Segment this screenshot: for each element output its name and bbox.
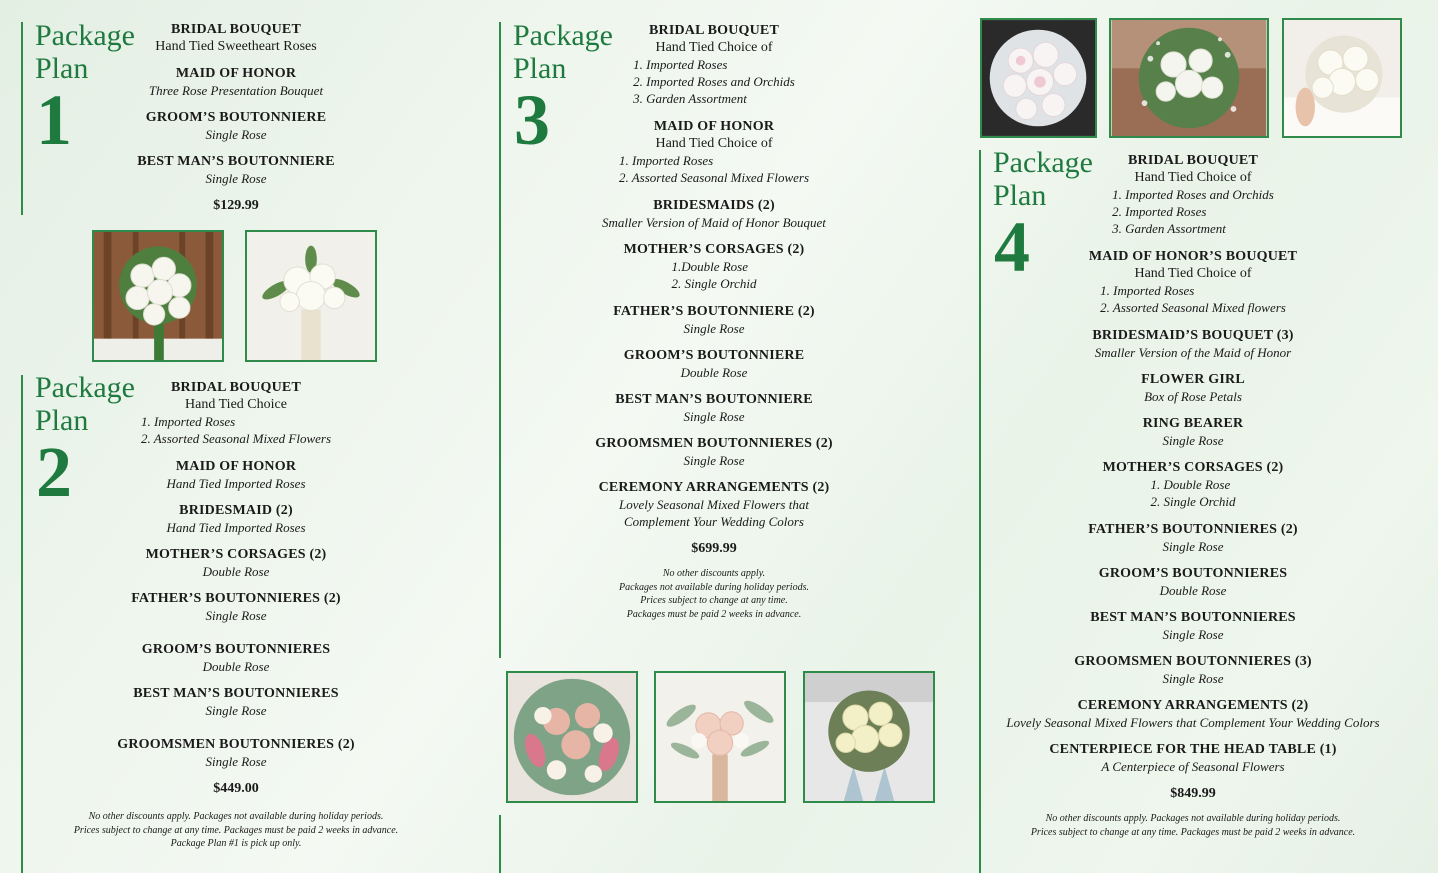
item-title: BRIDESMAID’S BOUQUET (3) (1092, 328, 1294, 343)
note-line: No other discounts apply. Packages not available during holiday periods. (88, 811, 384, 822)
plan4-price: $849.99 (1170, 786, 1216, 801)
bouquet-photo-white-pink-roses (980, 18, 1097, 138)
item-title: BRIDAL BOUQUET (171, 380, 301, 395)
list-item: 1. Imported Roses and Orchids (1112, 187, 1274, 202)
plan4-number: 4 (994, 207, 1030, 287)
item-title: GROOM’S BOUTONNIERES (1098, 566, 1288, 581)
item-detail: Lovely Seasonal Mixed Flowers that (619, 497, 809, 512)
note-line: Packages not available during holiday periods. (619, 581, 809, 593)
plan2-items (106, 379, 366, 797)
item-title: GROOMSMEN BOUTONNIERES (2) (117, 737, 355, 752)
item-options-list (1100, 282, 1286, 316)
plan4-item-bridesmaids-bouquet (993, 327, 1393, 361)
list-item: 2. Assorted Seasonal Mixed Flowers (618, 170, 810, 185)
item-detail: Single Rose (1162, 671, 1224, 686)
item-detail: Hand Tied Imported Roses (166, 520, 306, 535)
item-title: FATHER’S BOUTONNIERES (2) (1088, 522, 1298, 537)
plan3-item-groomsmen-boutonnieres (584, 435, 844, 469)
item-detail: Single Rose (1162, 433, 1224, 448)
item-sub: Hand Tied Choice of (655, 136, 773, 151)
note-line: Prices subject to change at any time. (640, 595, 788, 606)
item-detail: Single Rose (205, 127, 267, 142)
item-options-list (1150, 476, 1235, 510)
plan2-item-fathers-boutonnieres (106, 590, 366, 624)
item-title: MOTHER’S CORSAGES (2) (145, 547, 327, 562)
list-item: 2. Assorted Seasonal Mixed flowers (1100, 300, 1286, 315)
plan3-heading-line2: Plan (513, 52, 567, 85)
plan1-number: 1 (36, 80, 72, 160)
plan3-items (584, 22, 844, 621)
item-detail: Single Rose (683, 321, 745, 336)
item-detail: Double Rose (202, 659, 270, 674)
list-item: 3. Garden Assortment (633, 91, 747, 106)
note-line: Prices subject to change at any time. Packages must be paid 2 weeks in advance. (73, 824, 399, 836)
item-title: BEST MAN’S BOUTONNIERE (137, 154, 335, 169)
item-sub: Hand Tied Sweetheart Roses (155, 39, 317, 54)
item-detail-line2: Complement Your Wedding Colors (624, 514, 804, 529)
item-detail: Box of Rose Petals (1144, 389, 1242, 404)
list-item: 3. Garden Assortment (1112, 221, 1226, 236)
item-title: MAID OF HONOR’S BOUQUET (1088, 249, 1298, 264)
plan1-price: $129.99 (213, 198, 259, 213)
item-detail: Smaller Version of the Maid of Honor (1094, 345, 1292, 360)
plan4-divider (979, 150, 981, 873)
plan2-fine-print (40, 810, 432, 851)
list-item: 1. Double Rose (1150, 477, 1231, 492)
list-item: 2. Single Orchid (671, 276, 757, 291)
item-detail: Single Rose (1162, 539, 1224, 554)
bouquet-photo-white-garden (245, 230, 377, 362)
list-item: 1. Imported Roses (140, 414, 236, 429)
plan4-item-flower-girl (993, 371, 1393, 405)
item-title: GROOM’S BOUTONNIERE (623, 348, 805, 363)
item-sub: Hand Tied Choice (185, 397, 287, 412)
plan4-item-ring-bearer (993, 415, 1393, 449)
plan4-item-fathers-boutonnieres (993, 521, 1393, 555)
item-detail: Single Rose (683, 453, 745, 468)
note-line: Prices subject to change at any time. Packages must be paid 2 weeks in advance. (1030, 826, 1356, 838)
plan1-divider (21, 22, 23, 215)
item-title: BRIDAL BOUQUET (649, 23, 779, 38)
plan2-number: 2 (36, 432, 72, 512)
list-item: 1. Imported Roses (633, 57, 728, 72)
plan2-heading-line2: Plan (35, 404, 89, 437)
item-detail: Double Rose (680, 365, 748, 380)
item-title: CEREMONY ARRANGEMENTS (2) (1077, 698, 1309, 713)
plan3-divider-lower (499, 815, 501, 873)
plan3-item-best-mans-boutonniere (584, 391, 844, 425)
note-line: Package Plan #1 is pick up only. (170, 838, 302, 849)
plan2-item-grooms-boutonnieres (106, 641, 366, 675)
plan4-item-centerpiece-head-table (993, 741, 1393, 775)
item-title: GROOM’S BOUTONNIERE (145, 110, 327, 125)
plan2-item-bridesmaid (106, 502, 366, 536)
note-line: Packages must be paid 2 weeks in advance. (626, 608, 802, 620)
item-title: MOTHER’S CORSAGES (2) (623, 242, 805, 257)
note-line: No other discounts apply. Packages not available during holiday periods. (1045, 813, 1341, 824)
item-title: MOTHER’S CORSAGES (2) (1102, 460, 1284, 475)
bouquet-photo-blush-greenery (654, 671, 786, 803)
item-title: GROOM’S BOUTONNIERES (141, 642, 331, 657)
item-title: BEST MAN’S BOUTONNIERES (1090, 610, 1296, 625)
plan4-heading-line1: Package (993, 146, 1093, 179)
item-detail: Single Rose (205, 754, 267, 769)
plan1-heading-line2: Plan (35, 52, 89, 85)
item-title: CENTERPIECE FOR THE HEAD TABLE (1) (1049, 742, 1337, 757)
item-title: FATHER’S BOUTONNIERE (2) (613, 304, 815, 319)
item-title: BRIDESMAID (2) (179, 503, 293, 518)
plan3-item-bridesmaids (584, 197, 844, 231)
plan3-item-maid-of-honor (584, 118, 844, 187)
item-detail: Single Rose (1162, 627, 1224, 642)
list-item: 1. Imported Roses (1100, 283, 1195, 298)
item-options-list (141, 413, 331, 447)
item-sub: Hand Tied Choice of (655, 40, 773, 55)
plan2-heading-line1: Package (35, 371, 135, 404)
list-item: 2. Single Orchid (1150, 494, 1236, 509)
plan3-heading-line1: Package (513, 19, 613, 52)
bouquet-photo-white-green-garden (1109, 18, 1269, 138)
plan1-item-bridal-bouquet (116, 21, 356, 55)
item-options-list (619, 152, 809, 186)
item-title: BEST MAN’S BOUTONNIERES (133, 686, 339, 701)
plan2-item-bridal-bouquet (106, 379, 366, 448)
item-title: RING BEARER (1142, 416, 1244, 431)
item-detail: Three Rose Presentation Bouquet (148, 83, 324, 98)
plan4-item-mothers-corsages (993, 459, 1393, 511)
item-options-list (633, 56, 795, 107)
plan1-heading-line1: Package (35, 19, 135, 52)
plan1-item-maid-of-honor (116, 65, 356, 99)
plan4-item-ceremony-arrangements (993, 697, 1393, 731)
item-detail: Single Rose (683, 409, 745, 424)
plan3-number: 3 (514, 80, 550, 160)
item-title: FLOWER GIRL (1141, 372, 1245, 387)
plan4-item-groomsmen-boutonnieres (993, 653, 1393, 687)
item-detail: Double Rose (202, 564, 270, 579)
item-detail: Single Rose (205, 171, 267, 186)
plan3-fine-print (584, 567, 844, 621)
plan1-item-grooms-boutonniere (116, 109, 356, 143)
plan4-item-maid-of-honors-bouquet (993, 248, 1393, 317)
plan3-item-grooms-boutonniere (584, 347, 844, 381)
item-title: BRIDESMAIDS (2) (653, 198, 775, 213)
item-title: CEREMONY ARRANGEMENTS (2) (598, 480, 830, 495)
note-line: No other discounts apply. (662, 568, 766, 579)
plan2-item-maid-of-honor (106, 458, 366, 492)
plan1-item-best-mans-boutonniere (116, 153, 356, 187)
plan3-item-bridal-bouquet (584, 22, 844, 108)
list-item: 1.Double Rose (671, 259, 748, 274)
plan2-item-groomsmen-boutonnieres (106, 736, 366, 770)
item-title: MAID OF HONOR (653, 119, 775, 134)
item-title: BRIDAL BOUQUET (171, 22, 301, 37)
item-sub: Hand Tied Choice of (1134, 266, 1252, 281)
plan3-item-ceremony-arrangements (584, 479, 844, 530)
list-item: 2. Imported Roses and Orchids (633, 74, 795, 89)
bouquet-photo-white-roses-chair (92, 230, 224, 362)
item-detail: A Centerpiece of Seasonal Flowers (1101, 759, 1285, 774)
plan4-item-grooms-boutonnieres (993, 565, 1393, 599)
plan4-fine-print (993, 812, 1393, 839)
bouquet-photo-cream-roses-ribbon (803, 671, 935, 803)
plan2-divider (21, 375, 23, 873)
item-detail: Single Rose (205, 703, 267, 718)
item-title: GROOMSMEN BOUTONNIERES (3) (1074, 654, 1312, 669)
item-detail: Single Rose (205, 608, 267, 623)
item-options-list (671, 258, 756, 292)
item-sub: Hand Tied Choice of (1134, 170, 1252, 185)
plan2-item-mothers-corsages (106, 546, 366, 580)
list-item: 1. Imported Roses (618, 153, 714, 168)
item-title: MAID OF HONOR (175, 66, 297, 81)
plan3-divider (499, 22, 501, 658)
plan2-price: $449.00 (213, 781, 259, 796)
item-detail: Smaller Version of Maid of Honor Bouquet (602, 215, 826, 230)
plan4-heading-line2: Plan (993, 179, 1047, 212)
plan3-price: $699.99 (691, 541, 737, 556)
bouquet-photo-bride-white-roses (1282, 18, 1402, 138)
item-title: FATHER’S BOUTONNIERES (2) (131, 591, 341, 606)
item-detail: Hand Tied Imported Roses (166, 476, 306, 491)
list-item: 2. Imported Roses (1112, 204, 1207, 219)
plan4-item-bridal-bouquet (993, 152, 1393, 238)
item-detail: Double Rose (1159, 583, 1227, 598)
item-title: GROOMSMEN BOUTONNIERES (2) (595, 436, 833, 451)
plan4-items (993, 152, 1393, 839)
plan1-items (116, 21, 356, 214)
item-detail: Lovely Seasonal Mixed Flowers that Complement Your Wedding Colors (1006, 715, 1380, 730)
item-options-list (1112, 186, 1274, 237)
bouquet-photo-pink-calla (506, 671, 638, 803)
plan4-item-best-mans-boutonnieres (993, 609, 1393, 643)
plan2-item-best-mans-boutonnieres (106, 685, 366, 719)
item-title: MAID OF HONOR (175, 459, 297, 474)
item-title: BRIDAL BOUQUET (1128, 153, 1258, 168)
plan3-item-mothers-corsages (584, 241, 844, 293)
item-title: BEST MAN’S BOUTONNIERE (615, 392, 813, 407)
list-item: 2. Assorted Seasonal Mixed Flowers (140, 431, 332, 446)
plan3-item-fathers-boutonniere (584, 303, 844, 337)
